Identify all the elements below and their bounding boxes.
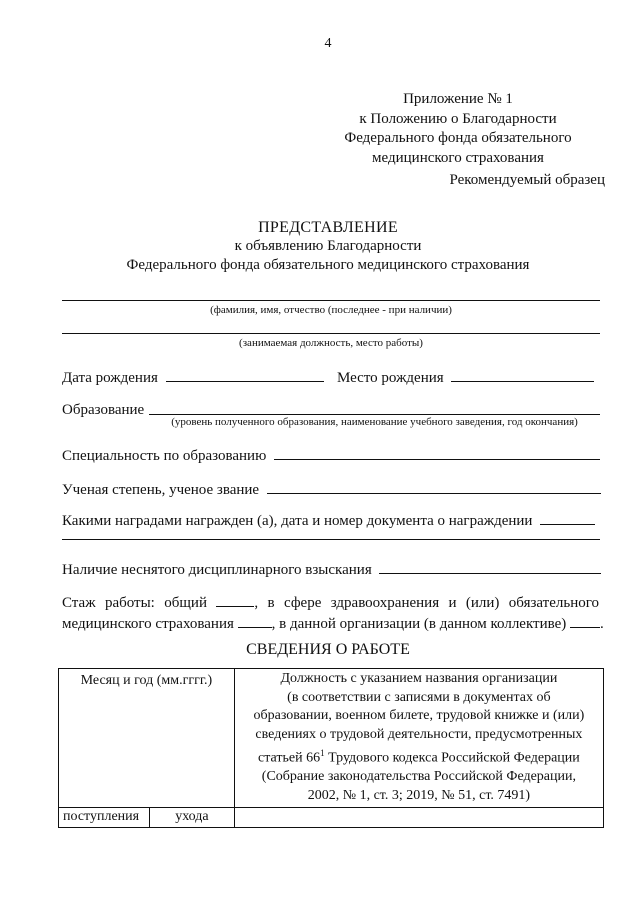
experience-total-blank[interactable]: [216, 592, 254, 607]
fio-blank[interactable]: [62, 300, 600, 301]
position-caption: (занимаемая должность, место работы): [239, 337, 423, 349]
header-line: сведениях о трудовой деятельности, предусмотренных: [255, 726, 583, 742]
title-main: ПРЕДСТАВЛЕНИЕ: [258, 219, 398, 236]
awards-label: Какими наградами награжден (а), дата и номер документа о награждении: [62, 513, 533, 529]
specialty-blank[interactable]: [274, 445, 600, 460]
header-line-post: Трудового кодекса Российской Федерации: [324, 750, 580, 766]
appendix-line: Федерального фонда обязательного: [344, 130, 572, 146]
experience-org-label: , в данной организации (в данном коллективе): [271, 616, 567, 632]
appendix-header: [300, 90, 616, 168]
experience-line-2: [62, 613, 604, 634]
work-table-month-header: Месяц и год (мм.гггг.): [59, 669, 235, 808]
degree-label: Ученая степень, ученое звание: [62, 482, 260, 498]
discipline-label: Наличие неснятого дисциплинарного взыскания: [62, 562, 372, 578]
birth-place-label: Место рождения: [337, 370, 444, 386]
experience-paragraph: [62, 592, 604, 634]
appendix-line: медицинского страхования: [372, 149, 544, 166]
header-superscript: 1: [320, 748, 325, 758]
experience-total-label: Стаж работы: общий: [62, 595, 207, 611]
specialty-row: [62, 445, 600, 465]
work-table-start-subheader: поступления: [59, 808, 150, 828]
birth-place-blank[interactable]: [451, 367, 594, 382]
specialty-label: Специальность по образованию: [62, 448, 267, 464]
header-line: (в соответствии с записями в документах об: [287, 689, 551, 705]
awards-row: [62, 510, 595, 530]
awards-blank-line2[interactable]: [62, 539, 600, 540]
work-table: [58, 668, 604, 828]
title-line: Федерального фонда обязательного медицинского страхования: [126, 257, 530, 273]
birth-date-blank[interactable]: [166, 367, 324, 382]
header-line: [239, 744, 599, 768]
header-line: Должность с указанием названия организации: [280, 671, 558, 686]
discipline-row: [62, 559, 601, 579]
header-line: (Собрание законодательства Российской Федерации,: [261, 769, 577, 785]
experience-line-1: [62, 592, 599, 613]
experience-health-label: , в сфере здравоохранения и (или) обязательного: [254, 595, 600, 611]
appendix-line: к Положению о Благодарности: [359, 110, 557, 127]
title-line: к объявлению Благодарности: [234, 238, 422, 254]
work-section-title: СВЕДЕНИЯ О РАБОТЕ: [246, 641, 410, 658]
discipline-blank[interactable]: [379, 559, 601, 574]
birth-date-label: Дата рождения: [62, 370, 158, 386]
page-number: 4: [324, 36, 332, 51]
work-table-position-header: [234, 669, 603, 808]
degree-blank[interactable]: [267, 479, 601, 494]
experience-org-blank[interactable]: [570, 613, 600, 628]
experience-insurance-label: медицинского страхования: [62, 616, 234, 632]
appendix-line: Приложение № 1: [403, 91, 513, 107]
education-caption: (уровень полученного образования, наименование учебного заведения, год окончания): [171, 416, 578, 428]
document-title: [0, 218, 640, 275]
education-blank[interactable]: [149, 414, 600, 415]
work-table-end-subheader: ухода: [149, 808, 234, 828]
degree-row: [62, 479, 601, 499]
fio-caption: (фамилия, имя, отчество (последнее - при наличии): [210, 304, 452, 316]
header-line-pre: статьей 66: [258, 750, 321, 766]
header-line: образовании, военном билете, трудовой книжке и (или): [253, 708, 585, 723]
birth-date-row: [62, 367, 324, 387]
experience-health-blank[interactable]: [238, 613, 272, 628]
education-label: Образование: [62, 402, 145, 418]
experience-period: .: [600, 616, 604, 632]
sample-label: Рекомендуемый образец: [449, 172, 605, 188]
work-table-empty-cell[interactable]: [234, 808, 603, 828]
position-blank[interactable]: [62, 333, 600, 334]
header-line: 2002, № 1, ст. 3; 2019, № 51, ст. 7491): [307, 787, 531, 803]
birth-place-row: [337, 367, 594, 387]
awards-blank[interactable]: [540, 510, 595, 525]
